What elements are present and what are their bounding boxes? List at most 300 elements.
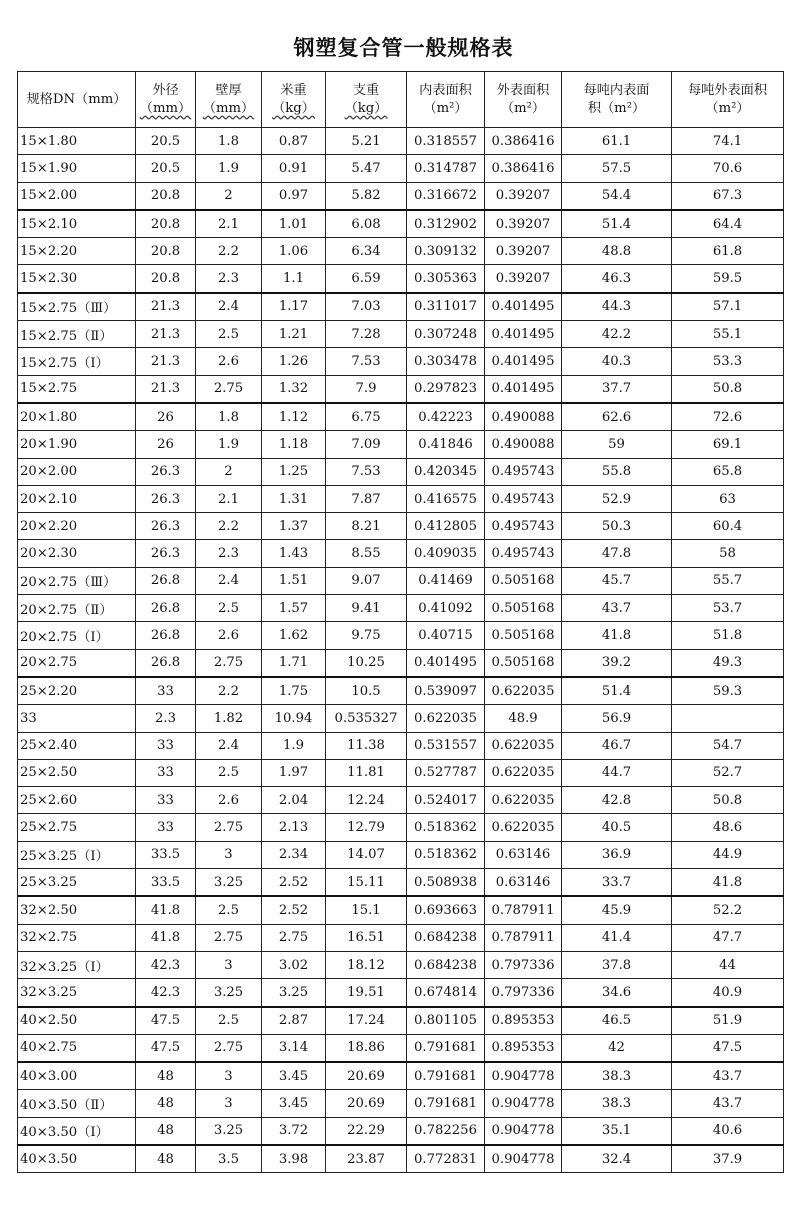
value-cell: 20.8: [136, 210, 196, 238]
value-cell: 2.6: [196, 787, 262, 814]
value-cell: 2: [196, 182, 262, 210]
table-row: [18, 1007, 784, 1035]
value-cell: 46.3: [562, 265, 672, 293]
value-cell: 61.8: [672, 238, 784, 265]
value-cell: 0.316672: [407, 182, 485, 210]
value-cell: 10.25: [326, 649, 407, 677]
table-row: [18, 431, 784, 458]
value-cell: 48.6: [672, 814, 784, 841]
col-header-spec: 规格DN（mm）: [18, 72, 136, 128]
spec-cell: 15×1.90: [18, 155, 136, 182]
value-cell: 42.8: [562, 787, 672, 814]
value-cell: 38.3: [562, 1090, 672, 1117]
value-cell: 22.29: [326, 1117, 407, 1145]
value-cell: 65.8: [672, 458, 784, 485]
value-cell: 5.21: [326, 128, 407, 155]
spec-cell: 32×2.50: [18, 896, 136, 924]
value-cell: 2.4: [196, 293, 262, 321]
value-cell: 51.9: [672, 1007, 784, 1035]
value-cell: 7.9: [326, 375, 407, 403]
value-cell: 74.1: [672, 128, 784, 155]
value-cell: 3: [196, 841, 262, 868]
value-cell: 42.3: [136, 951, 196, 978]
table-row: [18, 567, 784, 594]
value-cell: 3.98: [262, 1145, 326, 1173]
value-cell: 41.8: [672, 869, 784, 897]
value-cell: 7.87: [326, 485, 407, 512]
value-cell: 60.4: [672, 513, 784, 540]
value-cell: 7.53: [326, 458, 407, 485]
value-cell: 0.39207: [485, 265, 562, 293]
table-row: [18, 979, 784, 1007]
value-cell: 2.5: [196, 321, 262, 348]
value-cell: 0.495743: [485, 458, 562, 485]
value-cell: 2.1: [196, 485, 262, 512]
table-row: [18, 622, 784, 649]
value-cell: 20.69: [326, 1062, 407, 1090]
table-row: [18, 787, 784, 814]
value-cell: 0.41469: [407, 567, 485, 594]
spec-cell: 15×1.80: [18, 128, 136, 155]
value-cell: 50.8: [672, 375, 784, 403]
value-cell: 0.401495: [485, 321, 562, 348]
spec-cell: 40×3.50（Ⅱ）: [18, 1090, 136, 1117]
value-cell: 0.41846: [407, 431, 485, 458]
value-cell: 33: [136, 814, 196, 841]
value-cell: [672, 705, 784, 732]
value-cell: 21.3: [136, 321, 196, 348]
value-cell: 2.13: [262, 814, 326, 841]
value-cell: 32.4: [562, 1145, 672, 1173]
value-cell: 2.5: [196, 1007, 262, 1035]
value-cell: 49.3: [672, 649, 784, 677]
value-cell: 33.7: [562, 869, 672, 897]
table-row: [18, 705, 784, 732]
value-cell: 6.34: [326, 238, 407, 265]
value-cell: 0.508938: [407, 869, 485, 897]
value-cell: 35.1: [562, 1117, 672, 1145]
value-cell: 2.6: [196, 622, 262, 649]
value-cell: 0.416575: [407, 485, 485, 512]
value-cell: 1.62: [262, 622, 326, 649]
value-cell: 0.787911: [485, 896, 562, 924]
value-cell: 21.3: [136, 375, 196, 403]
value-cell: 39.2: [562, 649, 672, 677]
value-cell: 48: [136, 1062, 196, 1090]
value-cell: 7.53: [326, 348, 407, 375]
spec-cell: 15×2.10: [18, 210, 136, 238]
table-row: [18, 869, 784, 897]
value-cell: 33.5: [136, 841, 196, 868]
value-cell: 41.4: [562, 924, 672, 951]
value-cell: 0.524017: [407, 787, 485, 814]
table-row: [18, 458, 784, 485]
value-cell: 42.2: [562, 321, 672, 348]
value-cell: 14.07: [326, 841, 407, 868]
table-row: [18, 1034, 784, 1062]
value-cell: 0.797336: [485, 951, 562, 978]
header-row: [18, 72, 784, 128]
value-cell: 2.34: [262, 841, 326, 868]
value-cell: 33: [136, 759, 196, 786]
spec-cell: 20×2.20: [18, 513, 136, 540]
value-cell: 0.693663: [407, 896, 485, 924]
value-cell: 1.71: [262, 649, 326, 677]
spec-cell: 40×3.50: [18, 1145, 136, 1173]
value-cell: 8.55: [326, 540, 407, 567]
value-cell: 41.8: [562, 622, 672, 649]
value-cell: 9.75: [326, 622, 407, 649]
col-header-wall-thickness: 壁厚 （mm）: [196, 72, 262, 128]
value-cell: 36.9: [562, 841, 672, 868]
value-cell: 0.782256: [407, 1117, 485, 1145]
value-cell: 12.24: [326, 787, 407, 814]
value-cell: 40.5: [562, 814, 672, 841]
value-cell: 0.307248: [407, 321, 485, 348]
value-cell: 6.08: [326, 210, 407, 238]
value-cell: 53.7: [672, 595, 784, 622]
value-cell: 58: [672, 540, 784, 567]
value-cell: 11.38: [326, 732, 407, 759]
value-cell: 3: [196, 1090, 262, 1117]
value-cell: 20.8: [136, 265, 196, 293]
value-cell: 3: [196, 951, 262, 978]
value-cell: 10.5: [326, 677, 407, 705]
value-cell: 50.8: [672, 787, 784, 814]
value-cell: 0.91: [262, 155, 326, 182]
value-cell: 1.43: [262, 540, 326, 567]
value-cell: 0.97: [262, 182, 326, 210]
value-cell: 20.5: [136, 155, 196, 182]
value-cell: 1.12: [262, 403, 326, 431]
value-cell: 42: [562, 1034, 672, 1062]
value-cell: 0.63146: [485, 869, 562, 897]
value-cell: 15.11: [326, 869, 407, 897]
col-header-outer-diameter: 外径 （mm）: [136, 72, 196, 128]
value-cell: 1.9: [262, 732, 326, 759]
value-cell: 0.904778: [485, 1062, 562, 1090]
value-cell: 0.904778: [485, 1145, 562, 1173]
value-cell: 0.622035: [485, 814, 562, 841]
value-cell: 0.401495: [485, 348, 562, 375]
table-row: [18, 321, 784, 348]
table-row: [18, 1090, 784, 1117]
value-cell: 51.4: [562, 677, 672, 705]
value-cell: 41.8: [136, 896, 196, 924]
value-cell: 3.5: [196, 1145, 262, 1173]
value-cell: 20.8: [136, 182, 196, 210]
value-cell: 2.04: [262, 787, 326, 814]
value-cell: 43.7: [672, 1062, 784, 1090]
value-cell: 2.5: [196, 595, 262, 622]
value-cell: 2.2: [196, 238, 262, 265]
value-cell: 37.9: [672, 1145, 784, 1173]
value-cell: 3.02: [262, 951, 326, 978]
value-cell: 26.3: [136, 540, 196, 567]
table-row: [18, 1062, 784, 1090]
table-row: [18, 732, 784, 759]
table-row: [18, 265, 784, 293]
col-header-inner-area-per-ton: 每吨内表面 积（m²）: [562, 72, 672, 128]
value-cell: 47.8: [562, 540, 672, 567]
value-cell: 50.3: [562, 513, 672, 540]
value-cell: 0.87: [262, 128, 326, 155]
value-cell: 0.303478: [407, 348, 485, 375]
value-cell: 21.3: [136, 348, 196, 375]
value-cell: 26: [136, 431, 196, 458]
value-cell: 47.7: [672, 924, 784, 951]
table-row: [18, 210, 784, 238]
value-cell: 0.490088: [485, 431, 562, 458]
spec-cell: 20×2.75（Ⅱ）: [18, 595, 136, 622]
table-row: [18, 1145, 784, 1173]
value-cell: 0.622035: [485, 677, 562, 705]
value-cell: 2.75: [196, 649, 262, 677]
value-cell: 0.495743: [485, 540, 562, 567]
value-cell: 0.401495: [485, 375, 562, 403]
value-cell: 0.495743: [485, 513, 562, 540]
value-cell: 0.305363: [407, 265, 485, 293]
value-cell: 26.3: [136, 485, 196, 512]
spec-cell: 25×2.50: [18, 759, 136, 786]
value-cell: 0.309132: [407, 238, 485, 265]
value-cell: 1.18: [262, 431, 326, 458]
value-cell: 2.87: [262, 1007, 326, 1035]
value-cell: 1.9: [196, 155, 262, 182]
table-row: [18, 759, 784, 786]
value-cell: 26.3: [136, 513, 196, 540]
table-row: [18, 841, 784, 868]
value-cell: 46.5: [562, 1007, 672, 1035]
value-cell: 18.12: [326, 951, 407, 978]
value-cell: 0.39207: [485, 182, 562, 210]
col-header-outer-area: 外表面积 （m²）: [485, 72, 562, 128]
value-cell: 2.3: [196, 265, 262, 293]
spec-cell: 40×3.00: [18, 1062, 136, 1090]
value-cell: 52.9: [562, 485, 672, 512]
value-cell: 0.791681: [407, 1062, 485, 1090]
spec-cell: 25×2.40: [18, 732, 136, 759]
value-cell: 0.622035: [485, 787, 562, 814]
page-title: 钢塑复合管一般规格表: [293, 35, 514, 60]
value-cell: 0.297823: [407, 375, 485, 403]
value-cell: 0.539097: [407, 677, 485, 705]
value-cell: 0.318557: [407, 128, 485, 155]
spec-cell: 15×2.00: [18, 182, 136, 210]
value-cell: 1.32: [262, 375, 326, 403]
value-cell: 59.5: [672, 265, 784, 293]
value-cell: 47.5: [672, 1034, 784, 1062]
value-cell: 2.52: [262, 869, 326, 897]
value-cell: 1.25: [262, 458, 326, 485]
table-row: [18, 814, 784, 841]
spec-cell: 32×3.25（Ⅰ）: [18, 951, 136, 978]
value-cell: 1.82: [196, 705, 262, 732]
value-cell: 1.8: [196, 128, 262, 155]
value-cell: 56.9: [562, 705, 672, 732]
spec-cell: 40×2.50: [18, 1007, 136, 1035]
value-cell: 67.3: [672, 182, 784, 210]
value-cell: 0.40715: [407, 622, 485, 649]
spec-cell: 20×1.80: [18, 403, 136, 431]
value-cell: 26.8: [136, 649, 196, 677]
value-cell: 0.518362: [407, 841, 485, 868]
table-row: [18, 649, 784, 677]
value-cell: 26: [136, 403, 196, 431]
value-cell: 45.9: [562, 896, 672, 924]
value-cell: 1.26: [262, 348, 326, 375]
value-cell: 0.39207: [485, 210, 562, 238]
value-cell: 23.87: [326, 1145, 407, 1173]
value-cell: 5.82: [326, 182, 407, 210]
value-cell: 52.2: [672, 896, 784, 924]
value-cell: 0.505168: [485, 649, 562, 677]
value-cell: 44.9: [672, 841, 784, 868]
spec-cell: 25×2.20: [18, 677, 136, 705]
value-cell: 1.17: [262, 293, 326, 321]
value-cell: 7.09: [326, 431, 407, 458]
value-cell: 3.45: [262, 1062, 326, 1090]
value-cell: 0.904778: [485, 1117, 562, 1145]
value-cell: 33.5: [136, 869, 196, 897]
value-cell: 0.386416: [485, 128, 562, 155]
value-cell: 0.622035: [407, 705, 485, 732]
value-cell: 0.622035: [485, 732, 562, 759]
value-cell: 0.791681: [407, 1090, 485, 1117]
col-header-outer-area-per-ton: 每吨外表面积 （m²）: [672, 72, 784, 128]
value-cell: 46.7: [562, 732, 672, 759]
value-cell: 48: [136, 1145, 196, 1173]
table-row: [18, 513, 784, 540]
table-row: [18, 182, 784, 210]
spec-cell: 15×2.75（Ⅰ）: [18, 348, 136, 375]
value-cell: 0.505168: [485, 595, 562, 622]
value-cell: 61.1: [562, 128, 672, 155]
value-cell: 59.3: [672, 677, 784, 705]
value-cell: 1.1: [262, 265, 326, 293]
value-cell: 0.772831: [407, 1145, 485, 1173]
value-cell: 2.4: [196, 567, 262, 594]
value-cell: 54.4: [562, 182, 672, 210]
value-cell: 70.6: [672, 155, 784, 182]
table-row: [18, 677, 784, 705]
spec-cell: 40×3.50（Ⅰ）: [18, 1117, 136, 1145]
value-cell: 1.37: [262, 513, 326, 540]
value-cell: 1.8: [196, 403, 262, 431]
value-cell: 11.81: [326, 759, 407, 786]
value-cell: 0.490088: [485, 403, 562, 431]
value-cell: 20.69: [326, 1090, 407, 1117]
value-cell: 19.51: [326, 979, 407, 1007]
spec-cell: 20×2.00: [18, 458, 136, 485]
spec-cell: 20×2.75: [18, 649, 136, 677]
table-row: [18, 485, 784, 512]
value-cell: 2.3: [196, 540, 262, 567]
value-cell: 38.3: [562, 1062, 672, 1090]
value-cell: 3.25: [196, 869, 262, 897]
value-cell: 0.505168: [485, 622, 562, 649]
value-cell: 69.1: [672, 431, 784, 458]
value-cell: 51.8: [672, 622, 784, 649]
value-cell: 63: [672, 485, 784, 512]
value-cell: 17.24: [326, 1007, 407, 1035]
value-cell: 12.79: [326, 814, 407, 841]
value-cell: 0.518362: [407, 814, 485, 841]
table-row: [18, 403, 784, 431]
value-cell: 2.1: [196, 210, 262, 238]
value-cell: 2.52: [262, 896, 326, 924]
value-cell: 55.1: [672, 321, 784, 348]
value-cell: 2.3: [136, 705, 196, 732]
spec-cell: 15×2.75: [18, 375, 136, 403]
value-cell: 33: [136, 677, 196, 705]
spec-cell: 32×2.75: [18, 924, 136, 951]
col-header-inner-area: 内表面积 （m²）: [407, 72, 485, 128]
value-cell: 0.401495: [407, 649, 485, 677]
table-body: [18, 128, 784, 1173]
spec-cell: 20×2.30: [18, 540, 136, 567]
value-cell: 26.8: [136, 567, 196, 594]
value-cell: 43.7: [562, 595, 672, 622]
value-cell: 16.51: [326, 924, 407, 951]
value-cell: 44.7: [562, 759, 672, 786]
table-row: [18, 155, 784, 182]
value-cell: 2.5: [196, 759, 262, 786]
value-cell: 0.531557: [407, 732, 485, 759]
col-header-meter-weight: 米重 （kg）: [262, 72, 326, 128]
value-cell: 44.3: [562, 293, 672, 321]
value-cell: 0.895353: [485, 1034, 562, 1062]
value-cell: 3.45: [262, 1090, 326, 1117]
value-cell: 55.8: [562, 458, 672, 485]
value-cell: 33: [136, 732, 196, 759]
value-cell: 48.8: [562, 238, 672, 265]
value-cell: 10.94: [262, 705, 326, 732]
value-cell: 64.4: [672, 210, 784, 238]
spec-cell: 15×2.75（Ⅱ）: [18, 321, 136, 348]
spec-cell: 20×1.90: [18, 431, 136, 458]
value-cell: 51.4: [562, 210, 672, 238]
value-cell: 54.7: [672, 732, 784, 759]
value-cell: 3.25: [196, 1117, 262, 1145]
value-cell: 44: [672, 951, 784, 978]
value-cell: 0.386416: [485, 155, 562, 182]
value-cell: 3.14: [262, 1034, 326, 1062]
spec-cell: 20×2.75（Ⅰ）: [18, 622, 136, 649]
value-cell: 1.06: [262, 238, 326, 265]
value-cell: 0.409035: [407, 540, 485, 567]
spec-cell: 33: [18, 705, 136, 732]
value-cell: 52.7: [672, 759, 784, 786]
value-cell: 2: [196, 458, 262, 485]
value-cell: 0.787911: [485, 924, 562, 951]
value-cell: 0.312902: [407, 210, 485, 238]
value-cell: 48: [136, 1090, 196, 1117]
spec-cell: 15×2.30: [18, 265, 136, 293]
value-cell: 0.42223: [407, 403, 485, 431]
value-cell: 0.684238: [407, 951, 485, 978]
value-cell: 1.31: [262, 485, 326, 512]
value-cell: 1.9: [196, 431, 262, 458]
value-cell: 0.801105: [407, 1007, 485, 1035]
value-cell: 3: [196, 1062, 262, 1090]
value-cell: 41.8: [136, 924, 196, 951]
value-cell: 2.75: [196, 375, 262, 403]
table-row: [18, 896, 784, 924]
spec-cell: 15×2.75（Ⅲ）: [18, 293, 136, 321]
value-cell: 57.5: [562, 155, 672, 182]
value-cell: 1.51: [262, 567, 326, 594]
